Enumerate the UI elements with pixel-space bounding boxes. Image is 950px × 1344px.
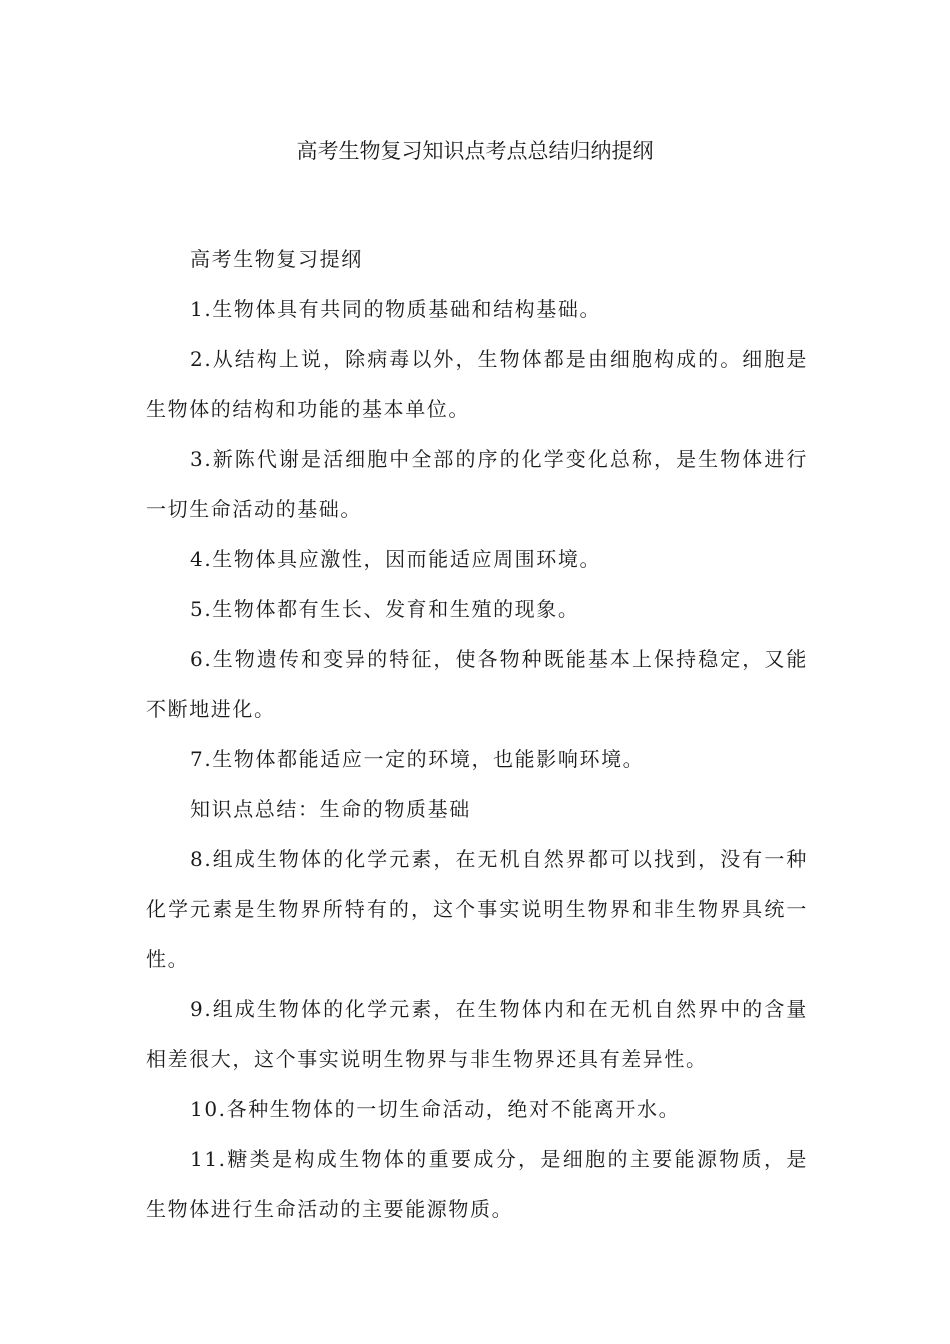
- paragraph-9: 9.组成生物体的化学元素，在生物体内和在无机自然界中的含量相差很大，这个事实说明生物界与非生物界还具有差异性。: [146, 997, 808, 1071]
- paragraph-7: 7.生物体都能适应一定的环境，也能影响环境。: [190, 747, 645, 771]
- document-title: 高考生物复习知识点考点总结归纳提纲: [296, 139, 654, 163]
- paragraph-5: 5.生物体都有生长、发育和生殖的现象。: [190, 597, 580, 621]
- paragraph-2: 2.从结构上说，除病毒以外，生物体都是由细胞构成的。细胞是生物体的结构和功能的基本单位。: [146, 347, 808, 421]
- paragraph-4: 4.生物体具应激性，因而能适应周围环境。: [190, 547, 602, 571]
- section-heading-material-basis: 知识点总结：生命的物质基础: [190, 797, 471, 821]
- paragraph-6: 6.生物遗传和变异的特征，使各物种既能基本上保持稳定，又能不断地进化。: [146, 647, 808, 721]
- section-heading-review-outline: 高考生物复习提纲: [190, 247, 363, 271]
- paragraph-3: 3.新陈代谢是活细胞中全部的序的化学变化总称，是生物体进行一切生命活动的基础。: [146, 447, 808, 521]
- document-body: [146, 234, 808, 1234]
- paragraph-1: 1.生物体具有共同的物质基础和结构基础。: [190, 297, 602, 321]
- paragraph-11: 11.糖类是构成生物体的重要成分，是细胞的主要能源物质，是生物体进行生命活动的主要能源物质。: [146, 1147, 808, 1221]
- paragraph-10: 10.各种生物体的一切生命活动，绝对不能离开水。: [190, 1097, 681, 1121]
- paragraph-8: 8.组成生物体的化学元素，在无机自然界都可以找到，没有一种化学元素是生物界所特有的，这个事实说明生物界和非生物界具统一性。: [146, 847, 808, 971]
